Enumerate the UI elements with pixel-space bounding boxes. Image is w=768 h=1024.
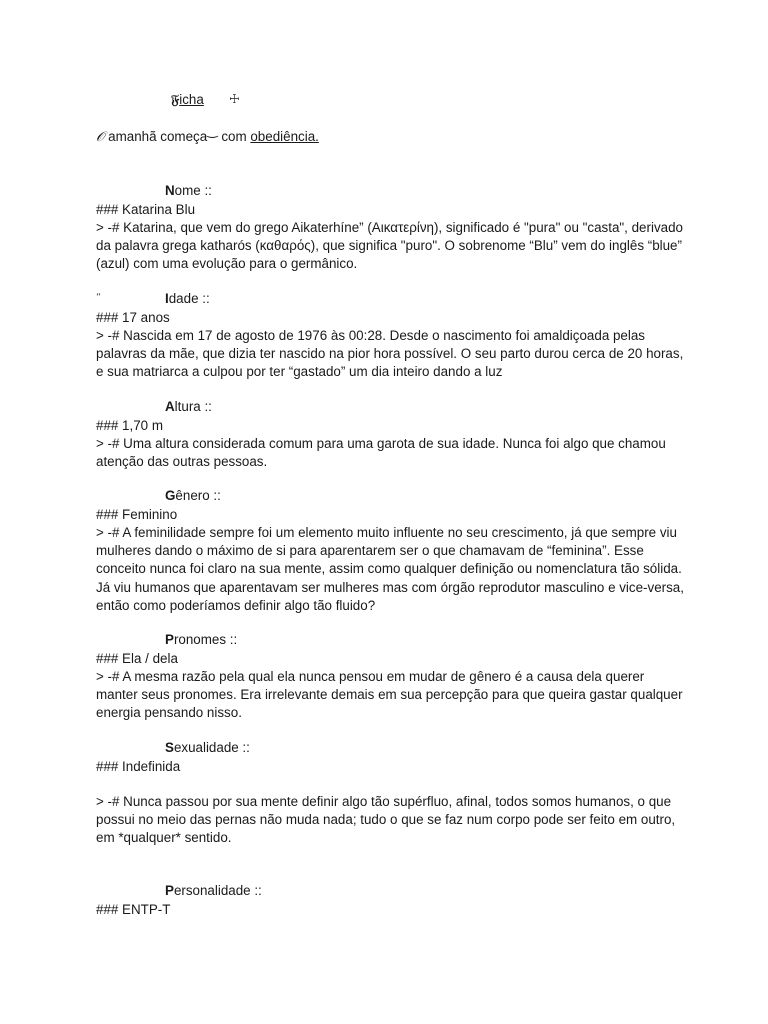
section-label: Altura :: — [165, 399, 212, 414]
section-label: Nome :: — [165, 183, 212, 198]
section-header — [96, 291, 686, 309]
section-description: > -# A feminilidade sempre foi um elemento muito influente no seu crescimento, já que sempre viu mulheres dando o máximo de si para aparentarem ser o que chamavam de “feminina”. Esse conceito nunca foi claro na sua mente, assim como qualquer definição ou nomenclatura tão sólida. Já viu humanos que aparentavam ser mulheres mas com órgão reprodutor masculino e vice-versa, então como poderíamos definir algo tão fluido? — [96, 525, 684, 613]
cross-icon: ☩ — [229, 92, 240, 106]
section-altura — [96, 399, 686, 471]
section-header — [96, 883, 686, 901]
document-title — [171, 92, 204, 108]
section-value: ### ENTP-T — [96, 902, 171, 917]
motto-text-a: amanhã começa — [104, 129, 208, 144]
section-header — [96, 183, 686, 201]
section-label: Sexualidade :: — [165, 740, 250, 755]
section-label: Personalidade :: — [165, 883, 262, 898]
section-header — [96, 399, 686, 417]
section-nome — [96, 183, 686, 274]
section-personalidade — [96, 883, 686, 919]
title-initial: 𝔉 — [171, 93, 180, 108]
section-value: ### Indefinida — [96, 759, 181, 774]
motto-initial: 𝒪 — [96, 130, 105, 145]
section-value: ### 1,70 m — [96, 418, 163, 433]
section-description: > -# Nascida em 17 de agosto de 1976 às 00:28. Desde o nascimento foi amaldiçoada pelas palavras da mãe, que dizia ter nascido na pior hora possível. O seu parto durou cerca de 20 horas, e sua matriarca a culpou por ter “gastado” um dia inteiro dando a luz — [96, 328, 684, 380]
motto — [96, 124, 319, 145]
motto-link[interactable]: obediência. — [250, 129, 319, 144]
section-description: > -# A mesma razão pela qual ela nunca pensou em mudar de gênero é a causa dela querer manter seus pronomes. Era irrelevante demais em sua percepção para que queira gastar qualquer energia pensando nisso. — [96, 669, 683, 721]
decorative-symbols: “ — [96, 292, 104, 303]
motto-text-b: com — [217, 129, 251, 144]
title-rest: icha — [179, 92, 204, 107]
section-header — [96, 632, 686, 650]
section-value: ### Feminino — [96, 507, 178, 522]
section-idade — [96, 291, 686, 382]
section-value: ### Ela / dela — [96, 651, 178, 666]
section-genero — [96, 488, 686, 615]
section-value: ### Katarina Blu — [96, 202, 196, 217]
section-pronomes — [96, 632, 686, 723]
section-label: Idade :: — [165, 291, 210, 306]
section-header — [96, 740, 686, 758]
section-description: > -# Uma altura considerada comum para uma garota de sua idade. Nunca foi algo que chamou atenção das outras pessoas. — [96, 436, 666, 470]
section-value: ### 17 anos — [96, 310, 170, 325]
section-sexualidade — [96, 740, 686, 848]
section-label: Gênero :: — [165, 488, 221, 503]
smile-glyph: ‿ — [207, 124, 218, 139]
section-label: Pronomes :: — [165, 632, 238, 647]
section-description: > -# Katarina, que vem do grego Aikaterhíne” (Αικατερίνη), significado é "pura" ou "casta", derivado da palavra grega katharós (καθαρός), que significa "puro". O sobrenome “Blu” vem do inglês “blue” (azul) com uma evolução para o germânico. — [96, 220, 683, 272]
section-header — [96, 488, 686, 506]
section-description: > -# Nunca passou por sua mente definir algo tão supérfluo, afinal, todos somos humanos, o que possui no meio das pernas não muda nada; tudo o que se faz num corpo pode ser feito em outro, em *qualquer* sentido. — [96, 794, 676, 846]
